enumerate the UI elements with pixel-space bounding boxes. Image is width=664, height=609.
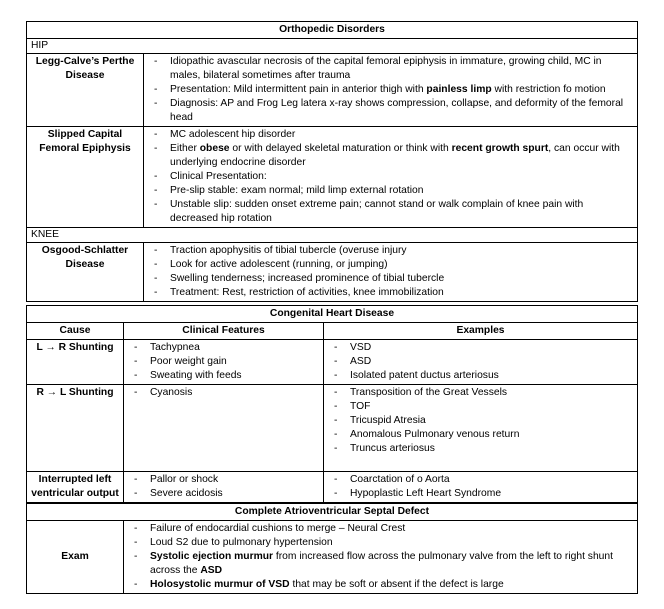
column-header-cause: Cause xyxy=(27,323,124,340)
section-label-knee: KNEE xyxy=(27,228,638,243)
list-item: - TOF xyxy=(328,400,633,414)
list-item: - VSD xyxy=(328,341,633,355)
bullet-list xyxy=(148,128,633,226)
list-item: - Look for active adolescent (running, or jumping) xyxy=(148,258,633,272)
column-header-examples: Examples xyxy=(324,323,638,340)
list-item: - Holosystolic murmur of VSD that may be soft or absent if the defect is large xyxy=(128,578,633,592)
bullet-list xyxy=(128,473,319,501)
table-row xyxy=(27,385,638,472)
table-row xyxy=(27,243,638,302)
table-title: Complete Atrioventricular Septal Defect xyxy=(27,504,638,521)
cause-cell: R → L Shunting xyxy=(27,385,124,472)
bullet-list xyxy=(128,341,319,383)
section-label-hip: HIP xyxy=(27,39,638,54)
list-item: - Pre-slip stable: exam normal; mild limp external rotation xyxy=(148,184,633,198)
list-item: - Severe acidosis xyxy=(128,487,319,501)
list-item: - Transposition of the Great Vessels xyxy=(328,386,633,400)
list-item: - Anomalous Pulmonary venous return xyxy=(328,428,633,442)
disorder-name: Osgood-Schlatter Disease xyxy=(27,243,144,302)
cause-cell: Interrupted left ventricular output xyxy=(27,472,124,503)
list-item: - Sweating with feeds xyxy=(128,369,319,383)
list-item: - Unstable slip: sudden onset extreme pain; cannot stand or walk complain of knee pain with decreased hip rotation xyxy=(148,198,633,226)
table-title: Orthopedic Disorders xyxy=(27,22,638,39)
list-item: - Loud S2 due to pulmonary hypertension xyxy=(128,536,633,550)
list-item: - MC adolescent hip disorder xyxy=(148,128,633,142)
list-item: - Cyanosis xyxy=(128,386,319,400)
bullet-list xyxy=(148,244,633,300)
list-item: - Diagnosis: AP and Frog Leg latera x-ray shows compression, collapse, and deformity of the femoral head xyxy=(148,97,633,125)
list-item: - Coarctation of o Aorta xyxy=(328,473,633,487)
list-item: - Tachypnea xyxy=(128,341,319,355)
list-item: - Clinical Presentation: xyxy=(148,170,633,184)
table-row xyxy=(27,54,638,127)
list-item: - Failure of endocardial cushions to merge – Neural Crest xyxy=(128,522,633,536)
list-item: - Pallor or shock xyxy=(128,473,319,487)
list-item: - Isolated patent ductus arteriosus xyxy=(328,369,633,383)
congenital-heart-disease-table xyxy=(26,305,638,503)
table-row xyxy=(27,127,638,228)
header-row xyxy=(27,323,638,340)
bullet-list xyxy=(328,386,633,456)
cause-cell: L → R Shunting xyxy=(27,340,124,385)
list-item: - Traction apophysitis of tibial tubercle (overuse injury xyxy=(148,244,633,258)
bullet-list xyxy=(328,473,633,501)
list-item: - Either obese or with delayed skeletal maturation or think with recent growth spurt, can occur with underlying endocrine disorder xyxy=(148,142,633,170)
list-item: - ASD xyxy=(328,355,633,369)
list-item: - Truncus arteriosus xyxy=(328,442,633,456)
list-item: - Tricuspid Atresia xyxy=(328,414,633,428)
list-item: - Systolic ejection murmur from increased flow across the pulmonary valve from the left to right shunt across the ASD xyxy=(128,550,633,578)
disorder-name: Slipped Capital Femoral Epiphysis xyxy=(27,127,144,228)
bullet-list xyxy=(328,341,633,383)
column-header-features: Clinical Features xyxy=(124,323,324,340)
row-label-exam: Exam xyxy=(27,521,124,594)
list-item: - Treatment: Rest, restriction of activities, knee immobilization xyxy=(148,286,633,300)
list-item: - Swelling tenderness; increased prominence of tibial tubercle xyxy=(148,272,633,286)
table-row xyxy=(27,472,638,503)
table-row xyxy=(27,340,638,385)
table-title: Congenital Heart Disease xyxy=(27,306,638,323)
avsd-table xyxy=(26,503,638,594)
orthopedic-disorders-table xyxy=(26,21,638,302)
list-item: - Presentation: Mild intermittent pain in anterior thigh with painless limp with restriction fo motion xyxy=(148,83,633,97)
list-item: - Poor weight gain xyxy=(128,355,319,369)
bullet-list xyxy=(148,55,633,125)
bullet-list xyxy=(128,522,633,592)
list-item: - Hypoplastic Left Heart Syndrome xyxy=(328,487,633,501)
list-item: - Idiopathic avascular necrosis of the capital femoral epiphysis in immature, growing child, MC in males, bilateral sometimes after trauma xyxy=(148,55,633,83)
bullet-list xyxy=(128,386,319,400)
disorder-name: Legg-Calve’s Perthe Disease xyxy=(27,54,144,127)
table-row xyxy=(27,521,638,594)
